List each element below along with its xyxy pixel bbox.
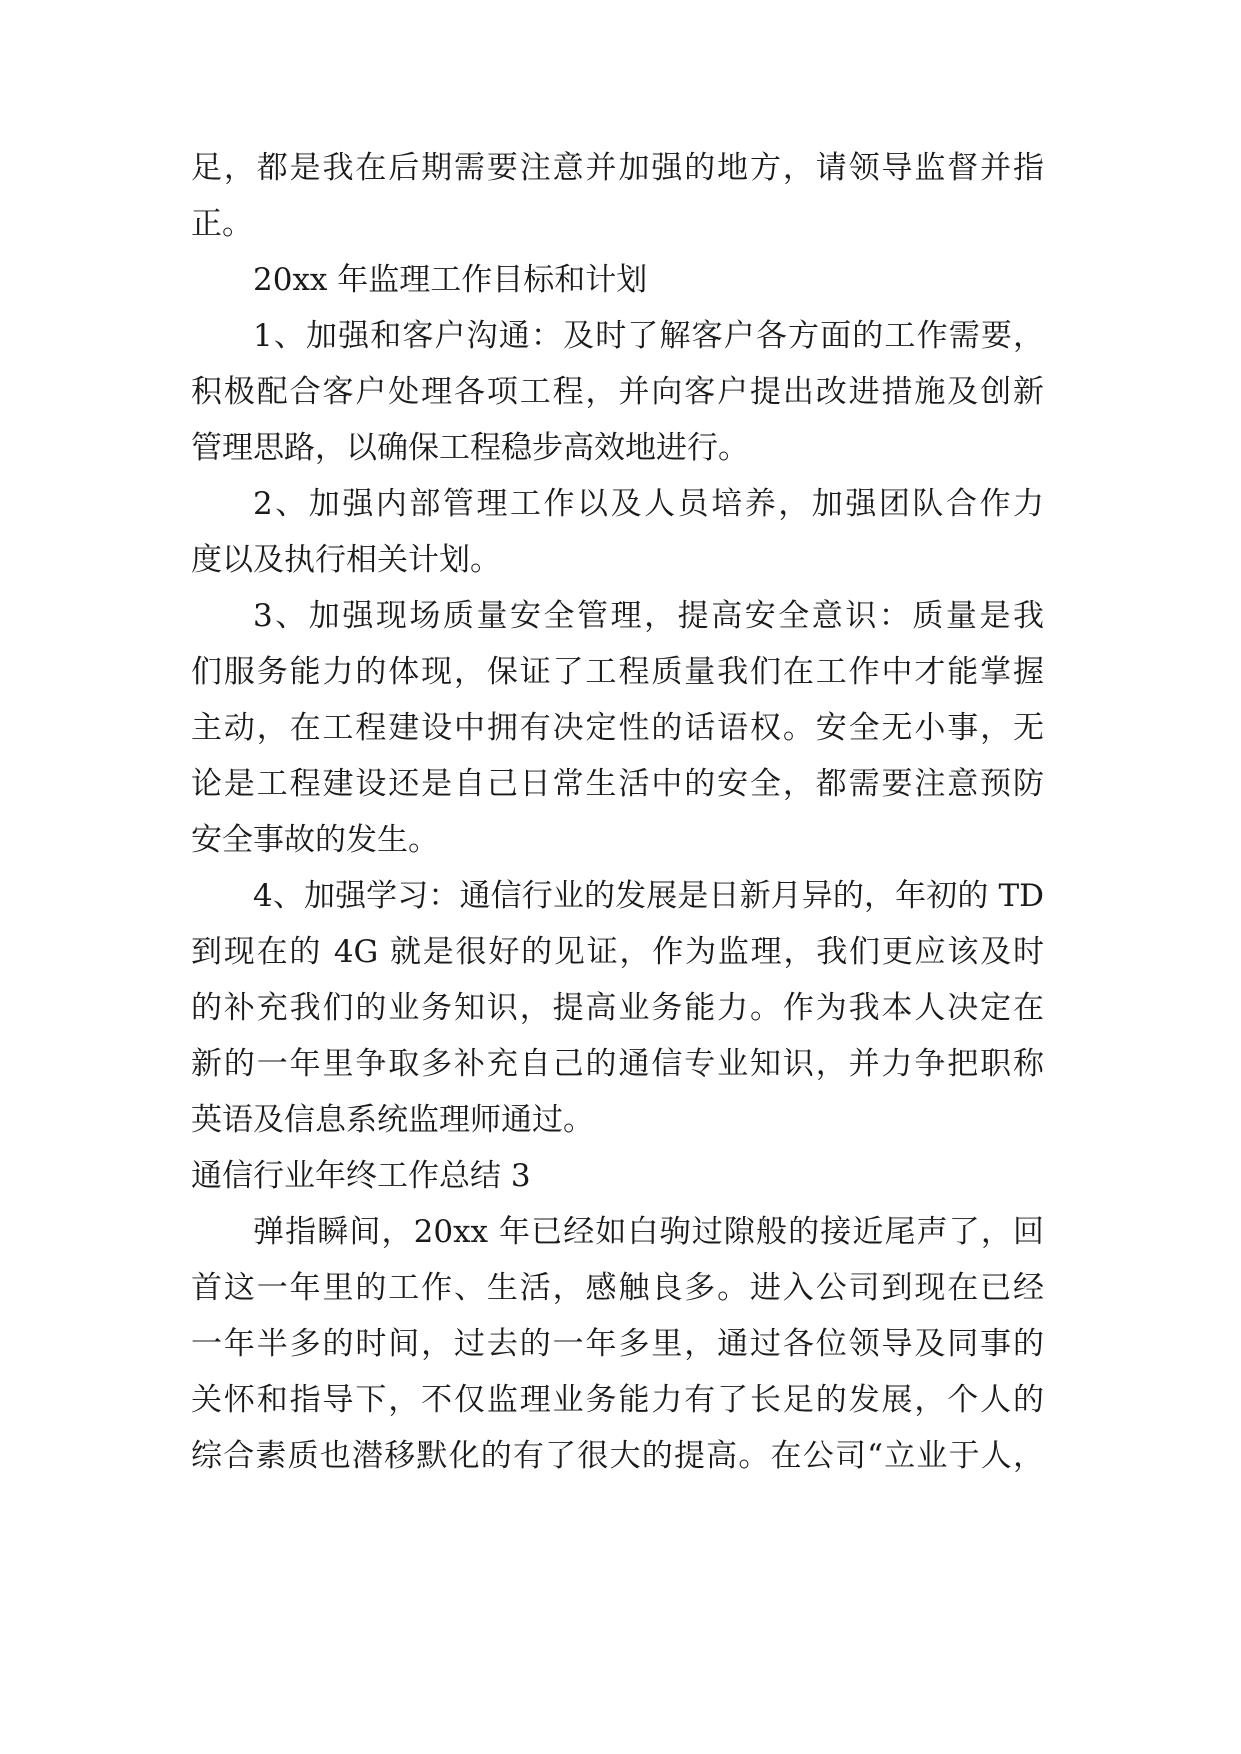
list-item-2-line: 度以及执行相关计划。 bbox=[191, 542, 501, 578]
paragraph-line: 正。 bbox=[191, 206, 253, 242]
paragraph-line: 一年半多的时间，过去的一年多里，通过各位领导及同事的 bbox=[191, 1326, 1044, 1362]
paragraph-line: 足，都是我在后期需要注意并加强的地方，请领导监督并指 bbox=[191, 150, 1044, 186]
list-item-4-line: 的补充我们的业务知识，提高业务能力。作为我本人决定在 bbox=[191, 990, 1044, 1026]
list-item-3-line: 主动，在工程建设中拥有决定性的话语权。安全无小事，无 bbox=[191, 710, 1044, 746]
list-item-4-line: 4、加强学习：通信行业的发展是日新月异的，年初的 TD bbox=[253, 878, 1044, 914]
section-heading: 20xx 年监理工作目标和计划 bbox=[253, 262, 648, 298]
list-item-3-line: 论是工程建设还是自己日常生活中的安全，都需要注意预防 bbox=[191, 766, 1044, 802]
list-item-1-line: 1、加强和客户沟通：及时了解客户各方面的工作需要， bbox=[253, 318, 1044, 354]
article-title: 通信行业年终工作总结 3 bbox=[191, 1158, 531, 1194]
list-item-1-line: 管理思路，以确保工程稳步高效地进行。 bbox=[191, 430, 749, 466]
paragraph-line: 弹指瞬间，20xx 年已经如白驹过隙般的接近尾声了，回 bbox=[253, 1214, 1044, 1250]
list-item-3-line: 3、加强现场质量安全管理，提高安全意识：质量是我 bbox=[253, 598, 1044, 634]
list-item-3-line: 们服务能力的体现，保证了工程质量我们在工作中才能掌握 bbox=[191, 654, 1044, 690]
list-item-1-line: 积极配合客户处理各项工程，并向客户提出改进措施及创新 bbox=[191, 374, 1044, 410]
list-item-4-line: 到现在的 4G 就是很好的见证，作为监理，我们更应该及时 bbox=[191, 934, 1044, 970]
paragraph-line: 综合素质也潜移默化的有了很大的提高。在公司“立业于人， bbox=[191, 1438, 1044, 1474]
list-item-4-line: 英语及信息系统监理师通过。 bbox=[191, 1102, 594, 1138]
list-item-2-line: 2、加强内部管理工作以及人员培养，加强团队合作力 bbox=[253, 486, 1044, 522]
list-item-4-line: 新的一年里争取多补充自己的通信专业知识，并力争把职称 bbox=[191, 1046, 1044, 1082]
paragraph-line: 首这一年里的工作、生活，感触良多。进入公司到现在已经 bbox=[191, 1270, 1044, 1306]
list-item-3-line: 安全事故的发生。 bbox=[191, 822, 439, 858]
paragraph-line: 关怀和指导下，不仅监理业务能力有了长足的发展，个人的 bbox=[191, 1382, 1044, 1418]
